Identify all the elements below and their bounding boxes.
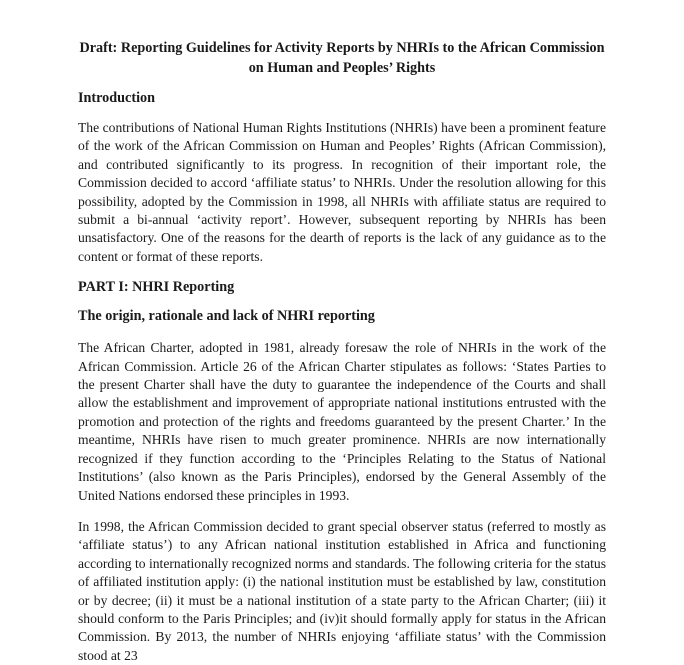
origin-heading: The origin, rationale and lack of NHRI reporting <box>78 308 375 325</box>
introduction-heading: Introduction <box>78 90 155 106</box>
document-title: Draft: Reporting Guidelines for Activity Reports by NHRIs to the African Commission on Human and Peoples’ Rights <box>79 40 605 76</box>
document-page <box>78 38 606 665</box>
introduction-paragraph: The contributions of National Human Rights Institutions (NHRIs) have been a prominent feature of the work of the African Commission on Human and Peoples’ Rights (African Commission), and contributed significantly to its progress. In recognition of their important role, the Commission decided to accord ‘affiliate status’ to NHRIs. Under the resolution allowing for this possibility, adopted by the Commission in 1998, all NHRIs with affiliate status are required to submit a bi-annual ‘activity report’. However, subsequent reporting by NHRIs has been unsatisfactory. One of the reasons for the dearth of reports is the lack of any guidance as to the content or format of these reports. <box>78 120 606 264</box>
part-1-heading: PART I: NHRI Reporting <box>78 279 235 296</box>
origin-paragraph-2: In 1998, the African Commission decided to grant special observer status (referred to mostly as ‘affiliate status’) to any African national institution established in Africa and functioning according to internationally recognized norms and standards. The following criteria for the status of affiliated institution apply: (i) the national institution must be established by law, constitution or by decree; (ii) it must be a national institution of a state party to the African Charter; (iii) it should conform to the Paris Principles; and (iv)it should formally apply for status in the African Commission. By 2013, the number of NHRIs enjoying ‘affiliate status’ with the Commission stood at 23 <box>78 518 606 663</box>
origin-paragraph-1: The African Charter, adopted in 1981, already foresaw the role of NHRIs in the work of the African Commission. Article 26 of the African Charter stipulates as follows: ‘States Parties to the present Charter shall have the duty to guarantee the independence of the Courts and shall allow the establishment and improvement of appropriate national institutions entrusted with the promotion and protection of the rights and freedoms guaranteed by the present Charter.’ In the meantime, NHRIs have risen to much greater prominence. NHRIs are now internationally recognized if they function according to the ‘Principles Relating to the Status of National Institutions’ (also known as the Paris Principles), endorsed by the General Assembly of the United Nations endorsed these principles in 1993. <box>78 340 606 503</box>
